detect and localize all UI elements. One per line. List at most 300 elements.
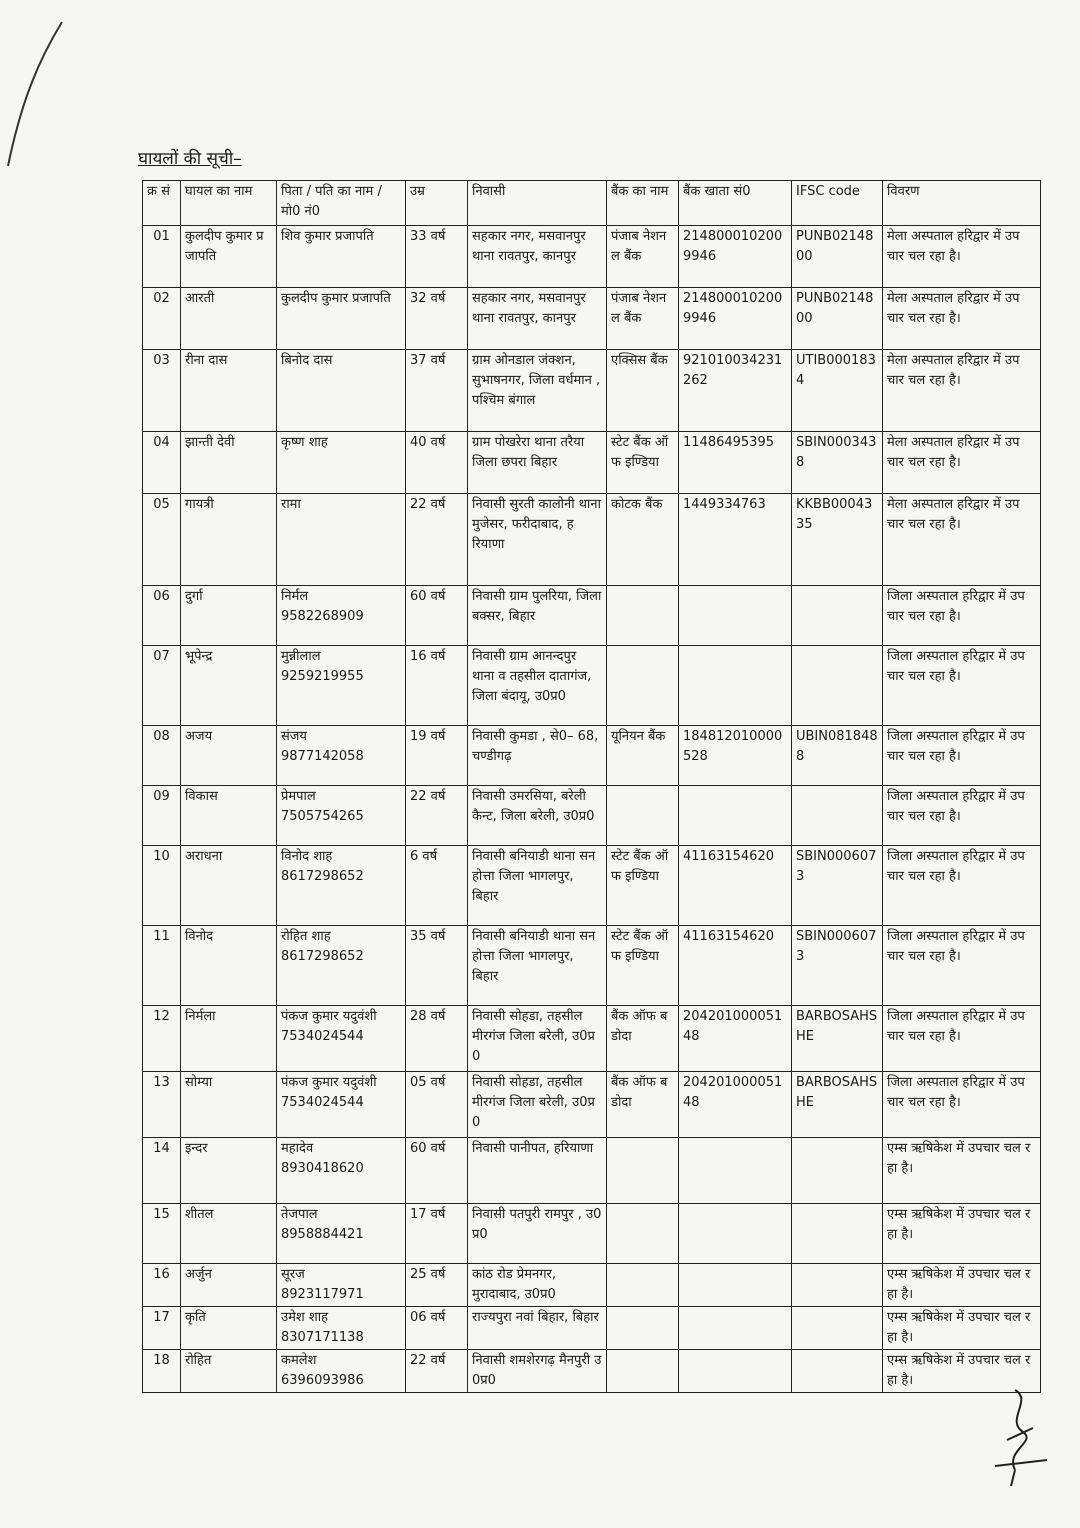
cell-serial (143, 1204, 181, 1264)
header-status: विवरण (883, 181, 1041, 226)
table-row (143, 1307, 1041, 1350)
cell-address-text: निवासी बनियाडी थाना सनहोत्ता जिला भागलपुर, बिहार (472, 849, 596, 904)
cell-bank-text: बैंक ऑफ बडोदा (611, 1009, 668, 1044)
cell-account (679, 646, 792, 726)
cell-name (181, 1072, 277, 1138)
cell-age-text: 25 वर्ष (410, 1267, 446, 1282)
cell-age (406, 494, 468, 586)
cell-name (181, 586, 277, 646)
cell-name (181, 350, 277, 432)
cell-address-text: निवासी कुमडा , से0– 68, चण्डीगढ़ (472, 729, 599, 764)
cell-bank (607, 646, 679, 726)
cell-age (406, 1350, 468, 1393)
cell-account-text: 2148000102009946 (683, 229, 783, 264)
cell-address (468, 586, 607, 646)
cell-name-text: विकास (185, 789, 218, 804)
margin-pen-stroke (0, 18, 70, 168)
cell-address-text: ग्राम ओनडाल जंक्शन, सुभाषनगर, जिला वर्धमान , पश्चिम बंगाल (472, 353, 601, 408)
cell-status-text: मेला अस्पताल हरिद्वार में उपचार चल रहा है। (887, 229, 1020, 264)
cell-mobile: 8923117971 (281, 1287, 364, 1302)
cell-status (883, 494, 1041, 586)
cell-address-text: कांठ रोड प्रेमनगर, मुरादाबाद, उ0प्र0 (472, 1267, 556, 1302)
cell-status (883, 586, 1041, 646)
cell-age (406, 226, 468, 288)
cell-name-text: आरती (185, 291, 215, 306)
cell-ifsc-text: UTIB0001834 (796, 353, 876, 388)
cell-status-text: मेला अस्पताल हरिद्वार में उपचार चल रहा है। (887, 435, 1020, 470)
cell-serial (143, 1138, 181, 1204)
cell-address (468, 1307, 607, 1350)
cell-bank (607, 1264, 679, 1307)
cell-status-text: एम्स ऋषिकेश में उपचार चल रहा है। (887, 1267, 1031, 1302)
cell-status (883, 646, 1041, 726)
cell-father (277, 1138, 406, 1204)
cell-name-text: कृति (185, 1310, 206, 1325)
cell-name (181, 926, 277, 1006)
cell-address-text: ग्राम पोखरेरा थाना तरैया जिला छपरा बिहार (472, 435, 585, 470)
cell-status (883, 1264, 1041, 1307)
cell-address-text: निवासी पानीपत, हरियाणा (472, 1141, 594, 1156)
cell-bank-text: कोटक बैंक (611, 497, 663, 512)
cell-address (468, 846, 607, 926)
cell-age-text: 22 वर्ष (410, 789, 446, 804)
header-father: पिता / पति का नाम / मो0 नं0 (277, 181, 406, 226)
cell-address (468, 1138, 607, 1204)
cell-address-text: सहकार नगर, मसवानपुर थाना रावतपुर, कानपुर (472, 229, 586, 264)
cell-ifsc (792, 1204, 883, 1264)
cell-ifsc (792, 494, 883, 586)
cell-name (181, 1138, 277, 1204)
header-row (143, 181, 1041, 226)
cell-father (277, 494, 406, 586)
cell-bank (607, 1072, 679, 1138)
cell-ifsc (792, 1264, 883, 1307)
cell-status-text: मेला अस्पताल हरिद्वार में उपचार चल रहा है। (887, 291, 1020, 326)
cell-address (468, 646, 607, 726)
cell-address-text: निवासी शमशेरगढ़ मैनपुरी उ0प्र0 (472, 1353, 602, 1388)
cell-mobile: 6396093986 (281, 1373, 364, 1388)
cell-bank (607, 846, 679, 926)
cell-age-text: 33 वर्ष (410, 229, 446, 244)
cell-serial (143, 350, 181, 432)
cell-father (277, 1204, 406, 1264)
header-account: बैंक खाता सं0 (679, 181, 792, 226)
cell-bank-text: एक्सिस बैंक (611, 353, 668, 368)
cell-status (883, 1006, 1041, 1072)
cell-name-text: अर्जुन (185, 1267, 212, 1282)
cell-name (181, 1307, 277, 1350)
cell-serial-text: 06 (153, 589, 170, 604)
cell-father-text: बिनोद दास (281, 353, 333, 368)
cell-ifsc (792, 846, 883, 926)
cell-address-text: राज्यपुरा नवां बिहार, बिहार (472, 1310, 599, 1325)
table-row (143, 786, 1041, 846)
table-row (143, 726, 1041, 786)
cell-father-text: मुन्नीलाल (281, 649, 321, 664)
cell-account (679, 350, 792, 432)
cell-serial-text: 02 (153, 291, 170, 306)
cell-serial (143, 1264, 181, 1307)
cell-mobile: 9877142058 (281, 749, 364, 764)
cell-father (277, 226, 406, 288)
cell-ifsc-text: PUNB0214800 (796, 229, 874, 264)
cell-father (277, 1307, 406, 1350)
cell-father (277, 288, 406, 350)
cell-account-text: 20420100005148 (683, 1075, 783, 1110)
cell-bank (607, 432, 679, 494)
cell-serial (143, 586, 181, 646)
cell-serial-text: 07 (153, 649, 170, 664)
cell-mobile: 7534024544 (281, 1029, 364, 1044)
cell-address (468, 786, 607, 846)
cell-serial-text: 18 (153, 1353, 170, 1368)
cell-name (181, 494, 277, 586)
cell-serial-text: 05 (153, 497, 170, 512)
cell-name-text: अराधना (185, 849, 223, 864)
cell-status-text: जिला अस्पताल हरिद्वार में उपचार चल रहा है। (887, 589, 1025, 624)
table-row (143, 1350, 1041, 1393)
cell-status-text: मेला अस्पताल हरिद्वार में उपचार चल रहा है। (887, 353, 1020, 388)
cell-ifsc (792, 1350, 883, 1393)
cell-serial-text: 04 (153, 435, 170, 450)
cell-father-text: कृष्ण शाह (281, 435, 328, 450)
header-address: निवासी (468, 181, 607, 226)
cell-name (181, 786, 277, 846)
cell-father (277, 1350, 406, 1393)
cell-age (406, 432, 468, 494)
cell-serial (143, 646, 181, 726)
cell-account (679, 726, 792, 786)
cell-mobile: 8617298652 (281, 869, 364, 884)
cell-age-text: 35 वर्ष (410, 929, 446, 944)
cell-status-text: जिला अस्पताल हरिद्वार में उपचार चल रहा है। (887, 789, 1025, 824)
cell-status (883, 350, 1041, 432)
cell-bank-text: स्टेट बैंक ऑफ इण्डिया (611, 929, 669, 964)
cell-ifsc (792, 1072, 883, 1138)
cell-ifsc (792, 646, 883, 726)
cell-father-text: सूरज (281, 1267, 305, 1282)
cell-address (468, 1006, 607, 1072)
cell-serial-text: 15 (153, 1207, 170, 1222)
table-body (143, 181, 1041, 1393)
cell-name-text: कुलदीप कुमार प्रजापति (185, 229, 264, 264)
table-row (143, 288, 1041, 350)
cell-account (679, 432, 792, 494)
table-row (143, 926, 1041, 1006)
table-row (143, 1204, 1041, 1264)
cell-address-text: निवासी पतपुरी रामपुर , उ0प्र0 (472, 1207, 602, 1242)
cell-account (679, 586, 792, 646)
cell-father-text: उमेश शाह (281, 1310, 328, 1325)
cell-address (468, 432, 607, 494)
cell-serial (143, 226, 181, 288)
cell-bank-text: स्टेट बैंक ऑफ इण्डिया (611, 435, 669, 470)
cell-bank (607, 1138, 679, 1204)
cell-mobile: 9582268909 (281, 609, 364, 624)
cell-father-text: कुलदीप कुमार प्रजापति (281, 291, 391, 306)
cell-age-text: 40 वर्ष (410, 435, 446, 450)
table-row (143, 226, 1041, 288)
cell-serial (143, 1006, 181, 1072)
cell-age (406, 288, 468, 350)
cell-ifsc-text: SBIN0006073 (796, 849, 877, 884)
cell-name-text: भूपेन्द्र (185, 649, 213, 664)
cell-serial (143, 726, 181, 786)
cell-father (277, 726, 406, 786)
cell-age-text: 16 वर्ष (410, 649, 446, 664)
cell-bank-text: स्टेट बैंक ऑफ इण्डिया (611, 849, 669, 884)
cell-father-text: कमलेश (281, 1353, 317, 1368)
cell-bank (607, 288, 679, 350)
cell-name-text: इन्दर (185, 1141, 208, 1156)
cell-father-text: रामा (281, 497, 301, 512)
cell-serial (143, 1307, 181, 1350)
cell-address (468, 926, 607, 1006)
cell-ifsc (792, 1006, 883, 1072)
cell-account-text: 1449334763 (683, 497, 766, 512)
cell-status (883, 926, 1041, 1006)
cell-age (406, 1006, 468, 1072)
cell-address (468, 726, 607, 786)
cell-mobile: 7505754265 (281, 809, 364, 824)
cell-status (883, 786, 1041, 846)
cell-account-text: 20420100005148 (683, 1009, 783, 1044)
table-row (143, 1006, 1041, 1072)
table-row (143, 350, 1041, 432)
cell-status (883, 726, 1041, 786)
table-row (143, 646, 1041, 726)
cell-bank-text: पंजाब नेशनल बैंक (611, 291, 667, 326)
cell-ifsc (792, 1138, 883, 1204)
cell-serial (143, 288, 181, 350)
cell-name-text: निर्मला (185, 1009, 216, 1024)
cell-account-text: 11486495395 (683, 435, 774, 450)
table-row (143, 846, 1041, 926)
cell-father (277, 926, 406, 1006)
cell-age (406, 646, 468, 726)
cell-father (277, 646, 406, 726)
cell-serial (143, 1350, 181, 1393)
cell-serial-text: 03 (153, 353, 170, 368)
cell-address (468, 288, 607, 350)
cell-status-text: एम्स ऋषिकेश में उपचार चल रहा है। (887, 1207, 1031, 1242)
cell-bank (607, 494, 679, 586)
cell-age-text: 05 वर्ष (410, 1075, 446, 1090)
cell-bank (607, 726, 679, 786)
cell-serial-text: 16 (153, 1267, 170, 1282)
cell-age (406, 786, 468, 846)
cell-father-text: संजय (281, 729, 307, 744)
cell-father-text: निर्मल (281, 589, 309, 604)
cell-account (679, 1264, 792, 1307)
cell-account (679, 1006, 792, 1072)
cell-ifsc-text: SBIN0006073 (796, 929, 877, 964)
cell-account (679, 786, 792, 846)
cell-name-text: विनोद (185, 929, 214, 944)
cell-address (468, 1264, 607, 1307)
cell-bank (607, 926, 679, 1006)
cell-father-text: महादेव (281, 1141, 314, 1156)
cell-father (277, 586, 406, 646)
cell-ifsc (792, 1307, 883, 1350)
cell-name-text: सोम्या (185, 1075, 213, 1090)
cell-status-text: एम्स ऋषिकेश में उपचार चल रहा है। (887, 1141, 1031, 1176)
cell-serial-text: 11 (153, 929, 170, 944)
cell-status-text: जिला अस्पताल हरिद्वार में उपचार चल रहा है। (887, 929, 1025, 964)
cell-mobile: 8307171138 (281, 1330, 364, 1345)
cell-bank-text: बैंक ऑफ बडोदा (611, 1075, 668, 1110)
cell-address (468, 226, 607, 288)
cell-status (883, 1138, 1041, 1204)
cell-age (406, 846, 468, 926)
cell-father (277, 786, 406, 846)
cell-serial (143, 786, 181, 846)
header-age: उम्र (406, 181, 468, 226)
cell-status-text: जिला अस्पताल हरिद्वार में उपचार चल रहा है। (887, 729, 1025, 764)
cell-bank (607, 350, 679, 432)
cell-address-text: निवासी बनियाडी थाना सनहोत्ता जिला भागलपुर, बिहार (472, 929, 596, 984)
cell-serial-text: 08 (153, 729, 170, 744)
cell-address (468, 494, 607, 586)
cell-age-text: 32 वर्ष (410, 291, 446, 306)
cell-bank (607, 1006, 679, 1072)
cell-address-text: सहकार नगर, मसवानपुर थाना रावतपुर, कानपुर (472, 291, 586, 326)
cell-name (181, 646, 277, 726)
cell-ifsc (792, 288, 883, 350)
cell-name (181, 846, 277, 926)
cell-father (277, 1264, 406, 1307)
cell-bank (607, 586, 679, 646)
cell-name-text: रोहित (185, 1353, 212, 1368)
cell-name-text: गायत्री (185, 497, 214, 512)
table-row (143, 1264, 1041, 1307)
cell-bank (607, 1307, 679, 1350)
cell-status-text: जिला अस्पताल हरिद्वार में उपचार चल रहा है। (887, 649, 1025, 684)
cell-father (277, 846, 406, 926)
cell-account-text: 2148000102009946 (683, 291, 783, 326)
cell-address-text: निवासी सुरती कालोनी थाना मुजेसर, फरीदाबाद, हरियाणा (472, 497, 601, 552)
cell-ifsc (792, 786, 883, 846)
cell-ifsc (792, 226, 883, 288)
cell-mobile: 8930418620 (281, 1161, 364, 1176)
cell-serial-text: 09 (153, 789, 170, 804)
header-serial: क्र सं (143, 181, 181, 226)
cell-age-text: 22 वर्ष (410, 1353, 446, 1368)
cell-age (406, 350, 468, 432)
cell-ifsc (792, 586, 883, 646)
cell-father-text: शिव कुमार प्रजापति (281, 229, 374, 244)
cell-name (181, 726, 277, 786)
cell-status-text: जिला अस्पताल हरिद्वार में उपचार चल रहा है। (887, 849, 1025, 884)
cell-mobile: 7534024544 (281, 1095, 364, 1110)
cell-status (883, 432, 1041, 494)
cell-father (277, 1006, 406, 1072)
cell-address (468, 1350, 607, 1393)
cell-mobile: 8958884421 (281, 1227, 364, 1242)
cell-serial-text: 10 (153, 849, 170, 864)
cell-account-text: 921010034231262 (683, 353, 783, 388)
cell-bank-text: पंजाब नेशनल बैंक (611, 229, 667, 264)
cell-status (883, 1204, 1041, 1264)
cell-age-text: 37 वर्ष (410, 353, 446, 368)
cell-age (406, 1307, 468, 1350)
cell-address-text: निवासी ग्राम पुलरिया, जिला बक्सर, बिहार (472, 589, 602, 624)
cell-father (277, 432, 406, 494)
cell-status (883, 1307, 1041, 1350)
cell-father-text: पंकज कुमार यदुवंशी (281, 1009, 377, 1024)
cell-ifsc-text: UBIN0818488 (796, 729, 878, 764)
cell-bank-text: यूनियन बैंक (611, 729, 666, 744)
cell-ifsc (792, 926, 883, 1006)
cell-mobile: 8617298652 (281, 949, 364, 964)
cell-name (181, 226, 277, 288)
header-ifsc: IFSC code (792, 181, 883, 226)
table-row (143, 494, 1041, 586)
cell-account (679, 846, 792, 926)
cell-bank (607, 1204, 679, 1264)
cell-ifsc-text: SBIN0003438 (796, 435, 877, 470)
cell-name (181, 1204, 277, 1264)
cell-bank (607, 226, 679, 288)
cell-ifsc-text: PUNB0214800 (796, 291, 874, 326)
cell-name (181, 1264, 277, 1307)
cell-name-text: झान्ती देवी (185, 435, 235, 450)
cell-serial-text: 13 (153, 1075, 170, 1090)
cell-status (883, 226, 1041, 288)
cell-status-text: जिला अस्पताल हरिद्वार में उपचार चल रहा है। (887, 1009, 1025, 1044)
cell-father-text: रोहित शाह (281, 929, 331, 944)
cell-serial (143, 494, 181, 586)
cell-account (679, 494, 792, 586)
header-bank: बैंक का नाम (607, 181, 679, 226)
cell-father (277, 1072, 406, 1138)
cell-status-text: जिला अस्पताल हरिद्वार में उपचार चल रहा है। (887, 1075, 1025, 1110)
cell-status-text: मेला अस्पताल हरिद्वार में उपचार चल रहा है। (887, 497, 1020, 532)
cell-account (679, 1138, 792, 1204)
cell-father-text: तेजपाल (281, 1207, 318, 1222)
cell-name (181, 432, 277, 494)
cell-age (406, 926, 468, 1006)
cell-account (679, 1307, 792, 1350)
cell-serial-text: 17 (153, 1310, 170, 1325)
cell-name (181, 1006, 277, 1072)
cell-ifsc-text: KKBB0004335 (796, 497, 873, 532)
injured-list-table (142, 180, 1041, 1393)
cell-ifsc (792, 726, 883, 786)
cell-serial-text: 14 (153, 1141, 170, 1156)
cell-age-text: 19 वर्ष (410, 729, 446, 744)
cell-address-text: निवासी उमरसिया, बरेली कैन्ट, जिला बरेली, उ0प्र0 (472, 789, 595, 824)
header-name: घायल का नाम (181, 181, 277, 226)
cell-account (679, 1350, 792, 1393)
cell-account (679, 926, 792, 1006)
cell-father-text: प्रेमपाल (281, 789, 316, 804)
cell-account (679, 1072, 792, 1138)
cell-name (181, 1350, 277, 1393)
cell-age-text: 60 वर्ष (410, 1141, 446, 1156)
cell-age (406, 726, 468, 786)
cell-account-text: 184812010000528 (683, 729, 783, 764)
cell-account-text: 41163154620 (683, 849, 774, 864)
cell-age (406, 1204, 468, 1264)
cell-father-text: पंकज कुमार यदुवंशी (281, 1075, 377, 1090)
cell-age-text: 6 वर्ष (410, 849, 438, 864)
cell-account (679, 1204, 792, 1264)
cell-ifsc-text: BARBOSAHSHE (796, 1075, 878, 1110)
cell-father (277, 350, 406, 432)
cell-name-text: अजय (185, 729, 213, 744)
cell-age (406, 1138, 468, 1204)
